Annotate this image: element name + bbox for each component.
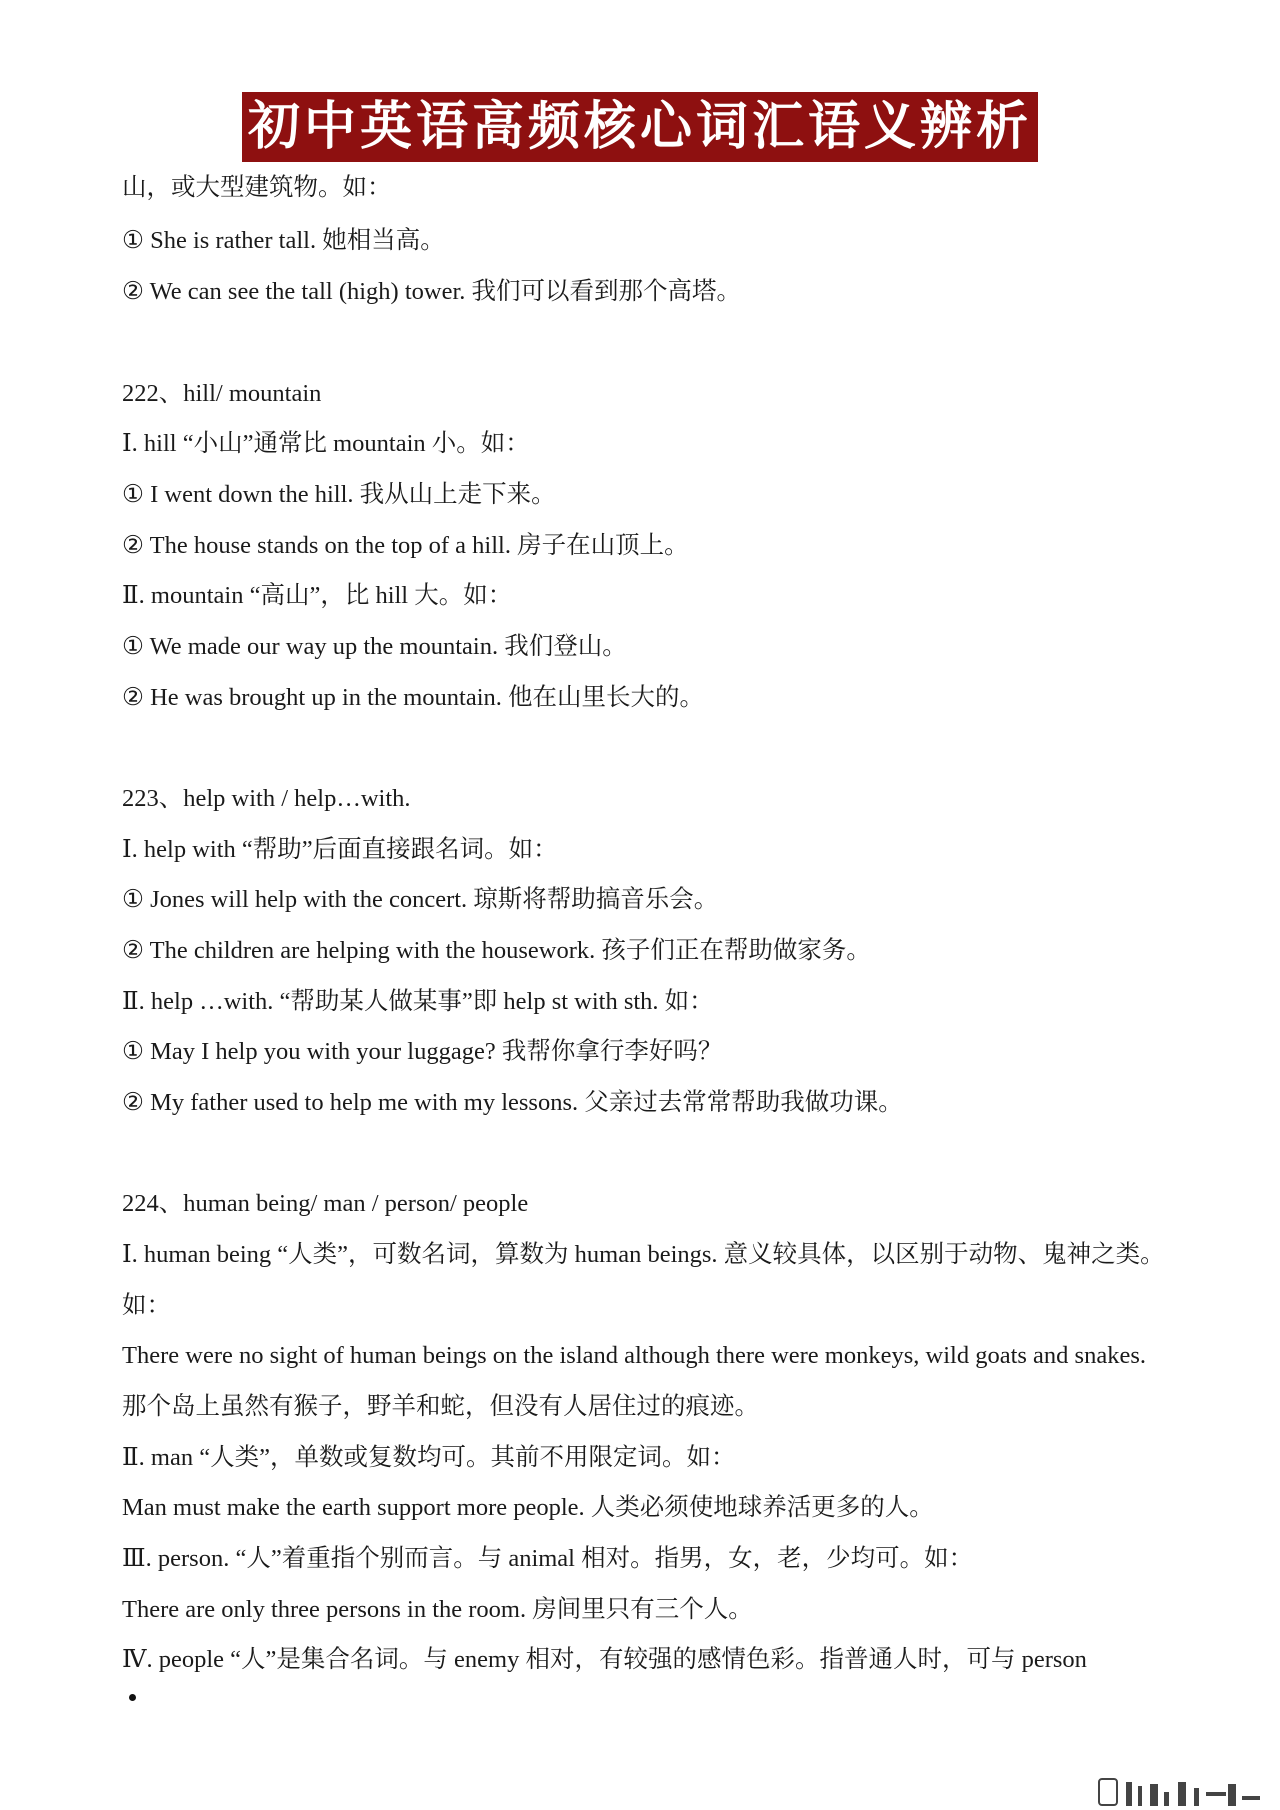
example-line: ② He was brought up in the mountain. 他在山里长大的。 [122, 684, 705, 711]
title-banner [0, 92, 1280, 162]
example-line: ① She is rather tall. 她相当高。 [122, 227, 445, 254]
bullet-dot [129, 1694, 136, 1701]
example-line: ① I went down the hill. 我从山上走下来。 [122, 481, 556, 508]
example-line: There are only three persons in the room. 房间里只有三个人。 [122, 1596, 753, 1623]
sense-line: Ⅳ. people “人”是集合名词。与 enemy 相对，有较强的感情色彩。指普通人时，可与 person [122, 1646, 1087, 1673]
text-line: 山，或大型建筑物。如： [122, 174, 392, 201]
sense-line: Ⅰ. hill “小山”通常比 mountain 小。如： [122, 430, 530, 457]
example-line: ① May I help you with your luggage? 我帮你拿行李好吗？ [122, 1038, 723, 1065]
entry-heading: 224、human being/ man / person/ people [122, 1190, 529, 1217]
sense-line: Ⅱ. man “人类”，单数或复数均可。其前不用限定词。如： [122, 1444, 736, 1471]
example-line: ① Jones will help with the concert. 琼斯将帮助搞音乐会。 [122, 886, 719, 913]
example-line: ② We can see the tall (high) tower. 我们可以看到那个高塔。 [122, 278, 741, 305]
example-line: ② My father used to help me with my lessons. 父亲过去常常帮助我做功课。 [122, 1089, 903, 1116]
entry-heading: 223、help with / help…with. [122, 785, 411, 812]
watermark-logo [1098, 1780, 1263, 1806]
sense-line: Ⅲ. person. “人”着重指个别而言。与 animal 相对。指男，女，老，少均可。如： [122, 1545, 974, 1572]
example-line: Man must make the earth support more people. 人类必须使地球养活更多的人。 [122, 1494, 934, 1521]
entry-heading: 222、hill/ mountain [122, 380, 322, 407]
sense-line: Ⅱ. mountain “高山”，比 hill 大。如： [122, 582, 513, 609]
page-title: 初中英语高频核心词汇语义辨析 [242, 92, 1038, 162]
sense-line: Ⅱ. help …with. “帮助某人做某事”即 help st with sth. 如： [122, 988, 714, 1015]
example-line: There were no sight of human beings on the island although there were monkeys, wild goats and snakes. 那个岛上虽然有猴子，野羊和蛇，但没有人居住过的痕迹。 [122, 1342, 1146, 1420]
example-line: ② The children are helping with the housework. 孩子们正在帮助做家务。 [122, 937, 871, 964]
example-line: ② The house stands on the top of a hill. 房子在山顶上。 [122, 532, 689, 559]
sense-line: Ⅰ. help with “帮助”后面直接跟名词。如： [122, 836, 558, 863]
sense-line: Ⅰ. human being “人类”，可数名词，算数为 human beings. 意义较具体，以区别于动物、鬼神之类。如： [122, 1241, 1165, 1319]
example-line: ① We made our way up the mountain. 我们登山。 [122, 633, 627, 660]
